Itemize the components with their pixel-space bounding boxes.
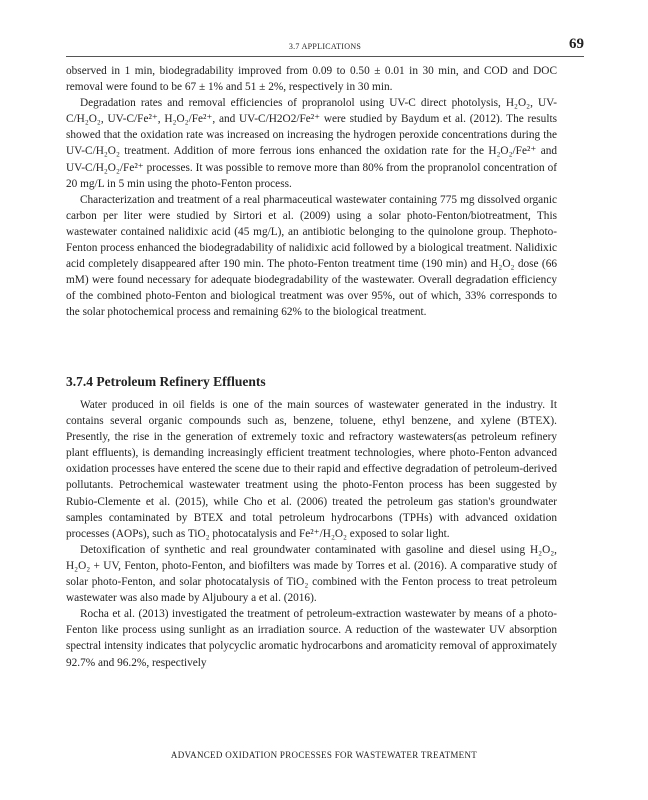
paragraph-2: Degradation rates and removal efficiencies of propranolol using UV-C direct photolysis, H₂O₂, UV-C/H₂O₂, UV-C/Fe²⁺, H₂O₂/Fe²⁺, and UV-C/H2O2/Fe²⁺ were studied by Baydum et al. (2012). The results showed that the oxidation rate was increased on increasing the hydrogen peroxide concentrations during the UV-C/H₂O₂ treatment. Addition of more ferrous ions enhanced the oxidation rate for the H₂O₂/Fe²⁺ and UV-C/H₂O₂/Fe²⁺ processes. It was possible to remove more than 80% from the propranolol concentration of 20 mg/L in 5 min using the photo-Fenton process.	[66, 97, 557, 190]
page-footer: ADVANCED OXIDATION PROCESSES FOR WASTEWATER TREATMENT	[170, 750, 478, 760]
paragraph-6: Rocha et al. (2013) investigated the treatment of petroleum-extraction wastewater by means of a photo-Fenton like process using sunlight as an irradiation source. A reduction of the wastewater UV absorption spectral intensity indicates that polycyclic aromatic hydrocarbons and aromaticity removal of approximately 92.7% and 96.2%, respectively	[66, 608, 557, 669]
section-body	[66, 397, 557, 671]
paragraph-4: Water produced in oil fields is one of the main sources of wastewater generated in the industry. It contains several organic compounds such as, benzene, toluene, ethyl benzene, and xylene (BTEX). Presently, the rise in the generation of extremely toxic and refractory wastewaters(as petroleum refinery plant effluents), is demanding increasingly efficient treatment technologies, where photo-Fenton advanced oxidation processes have entered the scene due to their rapid and effective degradation of petroleum-derived pollutants. Petrochemical wastewater treatment using the photo-Fenton process has been suggested by Rubio-Clemente et al. (2015), while Cho et al. (2006) treated the petroleum gas station's groundwater samples contaminated by BTEX and total petroleum hydrocarbons (TPHs) with advanced oxidation processes (AOPs), such as TiO₂ photocatalysis and Fe²⁺/H₂O₂ exposed to solar light.	[66, 399, 557, 540]
paragraph-5: Detoxification of synthetic and real groundwater contaminated with gasoline and diesel using H₂O₂, H₂O₂ + UV, Fenton, photo-Fenton, and biofilters was made by Torres et al. (2016). A comparative study of solar photo-Fenton, and solar photocatalysis of TiO₂ combined with the Fenton process to treat petroleum wastewater was also made by Aljuboury a et al. (2016).	[66, 543, 557, 605]
paragraph-3: Characterization and treatment of a real pharmaceutical wastewater containing 775 mg dissolved organic carbon per liter were studied by Sirtori et al. (2009) using a solar photo-Fenton/biotreatment, This wastewater contained nalidixic acid (45 mg/L), an antibiotic belonging to the quinolone group. Thephoto-Fenton process enhanced the biodegradability of nalidixic acid followed by a biological treatment. Nalidixic acid completely disappeared after 190 min. The photo-Fenton treatment time (190 min) and H₂O₂ dose (66 mM) were found necessary for adequate biodegradability of the wastewater. Overall degradation efficiency of the combined photo-Fenton and biological treatment was over 95%, out of which, 33% corresponds to the solar photochemical process and remaining 62% to the biological treatment.	[66, 193, 557, 319]
header-rule	[66, 56, 584, 57]
page-body	[66, 63, 557, 321]
paragraph-1: observed in 1 min, biodegradability improved from 0.09 to 0.50 ± 0.01 in 30 min, and COD and DOC removal were found to be 67 ± 1% and 51 ± 2%, respectively in 30 min.	[66, 65, 557, 94]
page-header	[66, 36, 584, 56]
section-heading: 3.7.4 Petroleum Refinery Effluents	[66, 374, 266, 389]
running-head: 3.7 APPLICATIONS	[288, 42, 362, 51]
page-number: 69	[569, 36, 584, 52]
